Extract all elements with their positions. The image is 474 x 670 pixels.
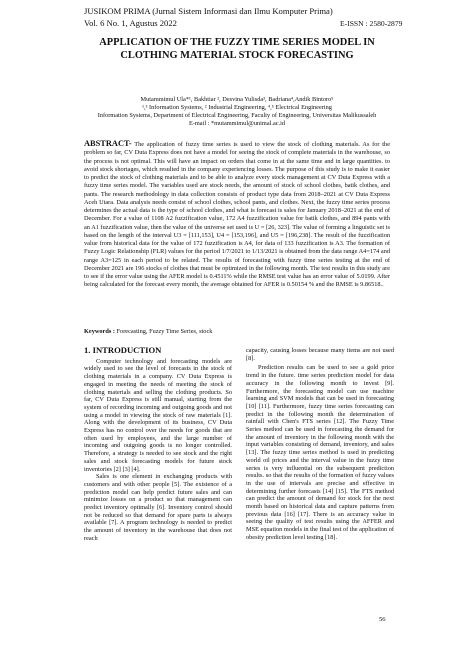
author-list: Mutammimul Ula*¹, Bakhtiar ², Desvina Yulisda³, Badriana⁴,Andik Bintoro⁵ bbox=[140, 96, 334, 103]
intro-paragraph-2: Sales is one element in exchanging products with customers and with other people [5]. The existence of a prediction model can help predict future sales and can minimize losses on a product so that management can predict inventory optimally [6]. Inventory control should not be reduced so that demand for spare parts is always available [7]. A program technology is needed to predict the amount of inventory in the warehouse that does not reach bbox=[84, 473, 232, 542]
paper-title bbox=[60, 37, 414, 62]
keywords bbox=[84, 328, 390, 335]
abstract-label: ABSTRACT- bbox=[84, 139, 132, 148]
left-column bbox=[84, 347, 232, 543]
abstract-text: The application of fuzzy time series is used to view the stock of clothing materials. As for the problem so far, CV Duta Express does not have a model for seeing the stock of complete materials in the warehouse, so the process is not optimal. This will have an impact on orders that come in at the same time and in large quantities. to avoid stock shortages, which resulted in the company experiencing losses. The purpose of this study is to make it easier to predict the stock of clothing materials and to be able to analyze every stock management at CV Duta Express with a fuzzy time series model. The variables used are stock needs, the amount of stock of school clothes, batik clothes, and pants. The research methodology in data collection consists of product type data from 2018–2021 at CV Duta Express Aceh Utara. Data analysis needs consist of school clothes, school pants, and clothes. Next, the fuzzy time series process determines the actual data is the type of school clothes, and what is forecast is sales for January 2018–2021 at the end of December. For a value of 1108 A2 fuzzification value, 172 A4 fuzzification value for batik clothes, and 894 pants with an A1 fuzzification value, then the value of the universe set used is U = [26, 323]. The value of forming a linguistic set is based on the length of the interval U3 = [111,153], U4 = [153,196], and U5 = [196,238]. The result of the fuzzification value from historical data for the value of 172 fuzzification is A4, for data of 133 fuzzification is A3. The formation of Fuzzy Logic Relationship (FLR) values for the period 1/7/2021 to 1/13/2021 is obtained from the data range A4=174 and range A3=125 in each period to be related. The results of forecasting with fuzzy time series testing at the end of December 2021 are 196 stocks of clothes that must be optimized in the following month. The test results in this study are to see if the error value using the AFER model is 0.4511% while the RMSE test value has an error value of 5.0199. After being calculated for the forecast every month, the average obtained for AFER is 0.50154 % and the RMSE is 9.86518.. bbox=[84, 141, 390, 289]
affiliation-line-2: Information Systems, Department of Electrical Engineering, Faculty of Engineering, Universitas Malikussaleh bbox=[97, 112, 377, 119]
intro-paragraph-4: Prediction results can be used to see a gold price trend in the future. time series prediction model for data accuracy in the following month to invest [9]. Furthermore, the forecasting model can use machine learning and SVM models that can be used in forecasting [10] [11]. Furthermore, fuzzy time series forecasting can predict in the following month the determination of rainfall with Chen's FTS series [12]. The Fuzzy Time Series method can be used in forecasting the demand for the amount of inventory in the following month with the input variables consisting of demand, inventory, and sales [13]. The fuzzy time series method is used in predicting world oil prices and the interval value in the fuzzy time series is very influential on the subsequent prediction results. so that the results of the formation of fuzzy values in the use of intervals are precise and effective in determining further forecasts [14] [15]. The FTS method can predict the amount of demand for stock for the next month based on historical data and capture patterns from previous data [16] [17]. There is an accuracy value in seeing the quality of test results using the AFFER and MSE equation models in the final test of the application of obesity prediction level testing [18]. bbox=[246, 364, 394, 541]
journal-issn: E-ISSN : 2580-2879 bbox=[340, 19, 403, 28]
author-email: E-mail : *mutammimul@unimal.ac.id bbox=[188, 120, 286, 127]
paper-title-line2: CLOTHING MATERIAL STOCK FORECASTING bbox=[120, 49, 354, 61]
intro-paragraph-1: Computer technology and forecasting models are widely used to see the level of forecasts in the stock of clothing materials in a company. CV Duta Express is engaged in meeting the needs of meeting the stock of clothing materials and selling the clothing products. So far, CV Duta Express is still manual, starting from the system of recording incoming and outgoing goods and not using a model in viewing the stock of raw materials [1]. Along with the development of its business, CV Duta Express has no control over the needs for goods that are often used by employees, and the large number of incoming and outgoing goods is no longer controlled. Therefore, a strategy is needed to see stock and the right sales and stock forecasting models for future stock inventories [2] [3] [4]. bbox=[84, 357, 232, 473]
paper-title-line1: APPLICATION OF THE FUZZY TIME SERIES MODEL IN bbox=[99, 37, 375, 48]
section-heading-introduction: 1. INTRODUCTION bbox=[84, 345, 162, 355]
journal-name: JUSIKOM PRIMA (Jurnal Sistem Informasi dan Ilmu Komputer Prima) bbox=[84, 6, 333, 16]
abstract bbox=[84, 140, 390, 290]
journal-volume: Vol. 6 No. 1, Agustus 2022 bbox=[84, 18, 177, 28]
affiliation-line-1: ¹,³ Information Systems, ² Industrial Engineering, ⁴,⁵ Electrical Engineering bbox=[142, 104, 332, 111]
right-column bbox=[246, 347, 394, 542]
page-number: 56 bbox=[379, 616, 386, 623]
keywords-label: Keywords : bbox=[84, 328, 115, 335]
intro-paragraph-3: capacity, causing losses because many items are not used [8]. bbox=[246, 347, 394, 362]
keywords-text: Forecasting, Fuzzy Time Series, stock bbox=[114, 328, 213, 335]
